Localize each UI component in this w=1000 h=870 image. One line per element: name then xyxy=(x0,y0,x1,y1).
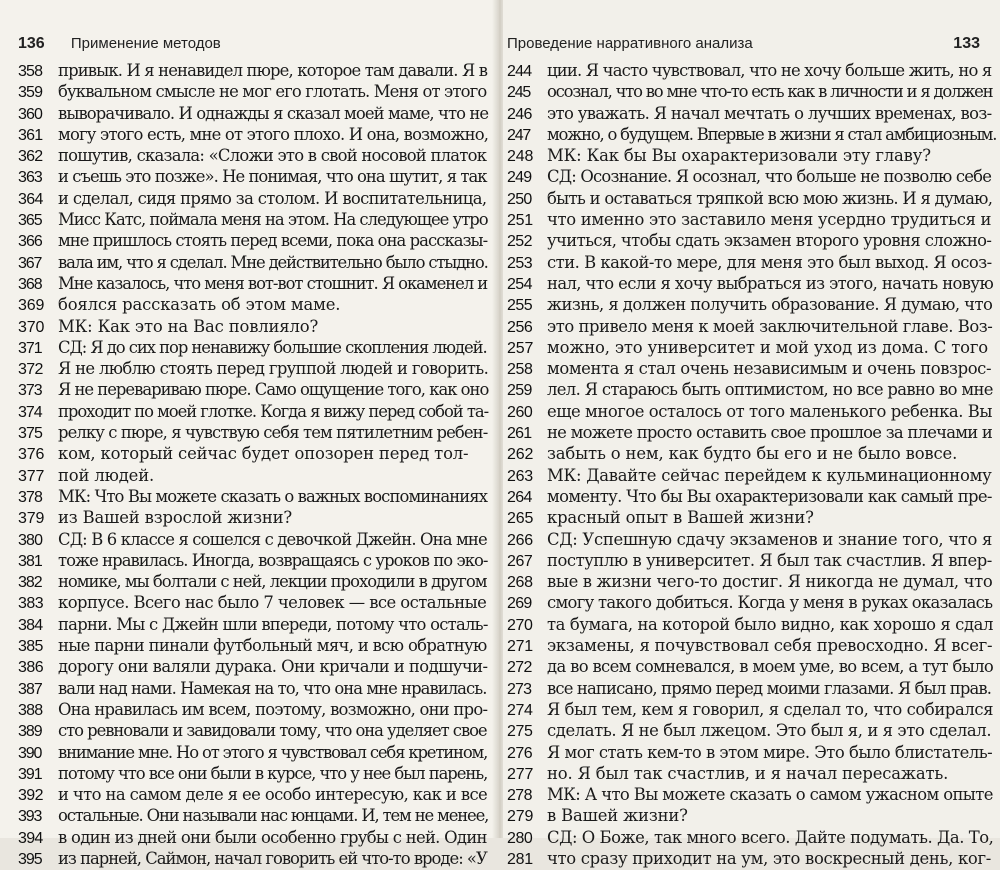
text-line xyxy=(18,337,488,358)
text-line xyxy=(18,656,488,677)
line-number: 387 xyxy=(18,680,42,698)
text-line xyxy=(18,529,488,550)
text-line xyxy=(18,422,488,443)
text-line xyxy=(507,614,993,635)
line-text: ные парни пинали футбольный мяч, и всю обратную xyxy=(58,636,487,656)
text-line xyxy=(507,699,993,720)
line-text: внимание мне. Но от этого я чувствовал себя кретином, xyxy=(58,742,488,762)
text-line xyxy=(18,848,488,869)
line-number: 369 xyxy=(18,297,45,315)
line-text: Я был тем, кем я говорил, я сделал то, что собирался xyxy=(547,699,994,719)
line-number: 360 xyxy=(18,105,42,123)
text-line xyxy=(507,827,993,848)
text-line xyxy=(507,443,993,464)
text-line xyxy=(18,465,488,486)
line-text: МК: Как это на Вас повлияло? xyxy=(58,316,319,336)
line-text: жизнь, я должен получить образование. Я думаю, что xyxy=(547,295,993,315)
text-line xyxy=(18,550,488,571)
line-text: мне пришлось стоять перед всеми, пока она рассказы- xyxy=(58,231,488,251)
line-text: красный опыт в Вашей жизни? xyxy=(547,508,814,528)
line-text: что именно это заставило меня усердно трудиться и xyxy=(547,210,992,230)
line-text: и съешь это позже». Не понимая, что она шутит, я так xyxy=(58,167,487,187)
text-line xyxy=(507,592,993,613)
text-line xyxy=(18,103,488,124)
text-line xyxy=(507,550,993,571)
line-number: 257 xyxy=(507,339,534,357)
line-text: ции. Я часто чувствовал, что не хочу больше жить, но я xyxy=(547,61,992,80)
left-text-block xyxy=(18,60,488,869)
line-text: можно, о будущем. Впервые в жизни я стал амбициозным. xyxy=(547,124,997,144)
line-number: 393 xyxy=(18,808,42,826)
line-text: СД: О Боже, так много всего. Дайте подумать. Да. То, xyxy=(547,827,994,847)
line-text: СД: Осознание. Я осознал, что больше не позволю себе xyxy=(547,167,992,187)
line-text: быть и оставаться тряпкой всю мою жизнь. И я думаю, xyxy=(547,188,993,208)
line-text: в один из дней они были особенно грубы с ней. Один xyxy=(58,827,487,847)
line-text: это уважать. Я начал мечтать о лучших временах, воз- xyxy=(547,103,992,123)
text-line xyxy=(18,592,488,613)
line-number: 279 xyxy=(507,808,534,826)
line-number: 386 xyxy=(18,659,44,677)
line-number: 268 xyxy=(507,574,533,592)
line-text: и сделал, сидя прямо за столом. И воспитательница, xyxy=(58,188,487,208)
line-number: 273 xyxy=(507,680,532,698)
line-text: не можете просто оставить свое прошлое за плечами и xyxy=(547,423,993,443)
line-text: та бумага, на которой было видно, как хорошо я сдал xyxy=(547,614,994,634)
line-number: 385 xyxy=(18,638,43,656)
line-text: в Вашей жизни? xyxy=(547,806,688,826)
line-number: 267 xyxy=(507,552,533,570)
line-text: осознал, что во мне что-то есть как в личности и я должен xyxy=(547,82,993,102)
text-line xyxy=(18,316,488,337)
line-number: 280 xyxy=(507,829,533,847)
text-line xyxy=(507,316,993,337)
line-number: 370 xyxy=(18,318,45,336)
text-line xyxy=(18,720,488,741)
line-number: 383 xyxy=(18,595,44,613)
text-line xyxy=(18,294,488,315)
text-line xyxy=(18,827,488,848)
line-text: номике, мы болтали с ней, лекции проходили в другом xyxy=(58,572,487,592)
text-line xyxy=(18,60,488,81)
text-line xyxy=(18,188,488,209)
line-text: тоже нравилась. Иногда, возвращаясь с уроков по эко- xyxy=(58,550,488,570)
line-text: можно, это университет и мой уход из дома. С того xyxy=(547,337,989,357)
line-text: МК: Как бы Вы охарактеризовали эту главу? xyxy=(547,146,931,166)
line-text: корпусе. Всего нас было 7 человек — все остальные xyxy=(58,593,487,613)
text-line xyxy=(507,337,993,358)
text-line xyxy=(18,81,488,102)
text-line xyxy=(507,635,993,656)
line-text: вые в жизни чего-то достиг. Я никогда не думал, что xyxy=(547,572,993,592)
text-line xyxy=(18,699,488,720)
line-number: 259 xyxy=(507,382,532,400)
line-number: 382 xyxy=(18,574,42,592)
text-line xyxy=(18,379,488,400)
line-text: Я не люблю стоять перед группой людей и говорить. xyxy=(58,359,489,379)
text-line xyxy=(507,209,993,230)
line-text: МК: Давайте сейчас перейдем к кульминационному xyxy=(547,465,992,485)
text-line xyxy=(507,422,993,443)
line-text: это привело меня к моей заключительной главе. Воз- xyxy=(547,316,993,336)
line-text: проходит по моей глотке. Когда я вижу перед собой та- xyxy=(58,401,489,421)
line-text: боялся рассказать об этом маме. xyxy=(58,295,341,315)
text-line xyxy=(507,678,993,699)
line-number: 281 xyxy=(507,850,533,868)
text-line xyxy=(18,635,488,656)
left-page-number: 136 xyxy=(18,35,45,52)
line-text: Мне казалось, что меня вот-вот стошнит. Я окаменел и xyxy=(58,273,488,293)
text-line xyxy=(507,103,993,124)
line-text: СД: Я до сих пор ненавижу большие скопления людей. xyxy=(58,337,487,357)
line-number: 391 xyxy=(18,765,42,783)
text-line xyxy=(507,188,993,209)
right-running-title: Проведение нарративного анализа xyxy=(507,35,753,52)
line-number: 371 xyxy=(18,339,42,357)
line-number: 275 xyxy=(507,723,533,741)
left-page xyxy=(0,0,497,868)
line-number: 244 xyxy=(507,63,532,80)
line-text: МК: Что Вы можете сказать о важных воспоминаниях xyxy=(58,486,488,506)
line-number: 276 xyxy=(507,744,533,762)
line-text: выворачивало. И однажды я сказал моей маме, что не xyxy=(58,103,489,123)
text-line xyxy=(18,358,488,379)
line-text: поступлю в университет. Я был так счастлив. Я впер- xyxy=(547,550,992,570)
line-number: 260 xyxy=(507,403,533,421)
line-text: из Вашей взрослой жизни? xyxy=(58,508,293,528)
text-line xyxy=(18,571,488,592)
text-line xyxy=(507,273,993,294)
line-number: 394 xyxy=(18,829,43,847)
text-line xyxy=(18,145,488,166)
line-text: МК: А что Вы можете сказать о самом ужасном опыте xyxy=(547,785,993,805)
text-line xyxy=(507,294,993,315)
line-number: 250 xyxy=(507,190,532,208)
text-line xyxy=(507,166,993,187)
text-line xyxy=(18,742,488,763)
line-text: дорогу они валяли дурака. Они кричали и подшучи- xyxy=(58,657,488,677)
line-number: 380 xyxy=(18,531,43,549)
line-text: ком, который сейчас будет опозорен перед тол- xyxy=(58,444,469,464)
line-number: 262 xyxy=(507,446,534,464)
left-running-title: Применение методов xyxy=(70,35,221,52)
line-number: 278 xyxy=(507,787,532,805)
line-number: 252 xyxy=(507,233,532,251)
text-line xyxy=(507,784,993,805)
line-text: смогу такого добиться. Когда у меня в руках оказалась xyxy=(547,593,993,613)
line-text: остальные. Они называли нас юнцами. И, тем не менее, xyxy=(58,806,489,826)
text-line xyxy=(18,401,488,422)
text-line xyxy=(507,571,993,592)
line-number: 246 xyxy=(507,105,532,123)
line-number: 358 xyxy=(18,63,43,80)
text-line xyxy=(18,443,488,464)
line-text: буквальном смысле не мог его глотать. Меня от этого xyxy=(58,82,487,102)
line-number: 390 xyxy=(18,744,42,762)
line-text: СД: В 6 классе я сошелся с девочкой Джейн. Она мне xyxy=(58,529,487,549)
line-text: забыть о нем, как будто бы его и не было вовсе. xyxy=(547,444,958,464)
line-number: 389 xyxy=(18,723,42,741)
text-line xyxy=(507,507,993,528)
text-line xyxy=(18,678,488,699)
right-page xyxy=(503,0,1000,868)
text-line xyxy=(507,848,993,869)
line-number: 367 xyxy=(18,254,42,272)
line-text: Мисс Катс, поймала меня на этом. На следующее утро xyxy=(58,210,488,230)
line-number: 368 xyxy=(18,275,42,293)
text-line xyxy=(18,614,488,635)
line-text: но. Я был так счастлив, и я начал пересажать. xyxy=(547,763,949,783)
line-text: что сразу приходит на ум, это воскресный день, ког- xyxy=(547,848,992,868)
line-number: 253 xyxy=(507,254,533,272)
line-text: моменту. Что бы Вы охарактеризовали как самый пре- xyxy=(547,486,992,506)
line-number: 271 xyxy=(507,638,533,656)
line-number: 277 xyxy=(507,765,534,783)
line-text: Я не перевариваю пюре. Само ощущение того, как оно xyxy=(58,380,489,400)
line-number: 366 xyxy=(18,233,42,251)
line-text: учиться, чтобы сдать экзамен второго уровня сложно- xyxy=(547,231,992,251)
line-text: вали над нами. Намекая на то, что она мне нравилась. xyxy=(58,678,487,698)
right-page-number: 133 xyxy=(953,35,980,52)
line-number: 251 xyxy=(507,212,533,230)
line-text: сделать. Я не был лжецом. Это был я, и я это сделал. xyxy=(547,721,992,741)
line-number: 245 xyxy=(507,84,531,102)
line-text: лел. Я стараюсь быть оптимистом, но все равно во мне xyxy=(547,380,993,400)
line-text: из парней, Саймон, начал говорить ей что-то вроде: «У xyxy=(58,848,487,868)
text-line xyxy=(507,230,993,251)
line-number: 359 xyxy=(18,84,43,102)
line-number: 249 xyxy=(507,169,532,187)
line-number: 265 xyxy=(507,510,534,528)
line-number: 363 xyxy=(18,169,42,187)
line-number: 256 xyxy=(507,318,533,336)
line-number: 381 xyxy=(18,552,42,570)
line-number: 377 xyxy=(18,467,45,485)
text-line xyxy=(507,379,993,400)
text-line xyxy=(507,145,993,166)
line-number: 364 xyxy=(18,190,43,208)
line-number: 392 xyxy=(18,787,43,805)
text-line xyxy=(507,742,993,763)
text-line xyxy=(18,252,488,273)
line-text: экзамены, я почувствовал себя превосходно. Я всег- xyxy=(547,636,993,656)
line-text: и что на самом деле я ее особо интересую, как и все xyxy=(58,785,488,805)
line-text: еще многое осталось от того маленького ребенка. Вы xyxy=(547,401,992,421)
line-text: вала им, что я сделал. Мне действительно было стыдно. xyxy=(58,252,488,272)
line-text: нал, что если я хочу выбраться из этого, начать новую xyxy=(547,273,994,293)
right-page-header xyxy=(507,32,980,56)
line-number: 374 xyxy=(18,403,42,421)
line-number: 375 xyxy=(18,425,42,443)
line-number: 395 xyxy=(18,850,42,868)
text-line xyxy=(18,124,488,145)
line-number: 384 xyxy=(18,616,43,634)
text-line xyxy=(507,720,993,741)
line-text: все написано, прямо перед моими глазами. Я был прав. xyxy=(547,678,992,698)
line-number: 258 xyxy=(507,361,533,379)
right-text-block xyxy=(507,60,997,869)
line-number: 247 xyxy=(507,126,531,144)
line-text: могу этого есть, мне от этого плохо. И она, возможно, xyxy=(58,124,489,144)
line-number: 261 xyxy=(507,425,532,443)
line-number: 264 xyxy=(507,488,532,506)
line-number: 272 xyxy=(507,659,532,677)
line-number: 376 xyxy=(18,446,45,464)
text-line xyxy=(18,805,488,826)
line-number: 372 xyxy=(18,361,43,379)
text-line xyxy=(18,166,488,187)
line-number: 373 xyxy=(18,382,42,400)
text-line xyxy=(507,358,993,379)
text-line xyxy=(18,230,488,251)
text-line xyxy=(507,805,993,826)
text-line xyxy=(18,486,488,507)
text-line xyxy=(507,252,993,273)
text-line xyxy=(18,507,488,528)
line-number: 379 xyxy=(18,510,45,528)
text-line xyxy=(18,273,488,294)
text-line xyxy=(507,529,993,550)
line-number: 270 xyxy=(507,616,533,634)
text-line xyxy=(18,763,488,784)
line-text: да во всем сомневался, в моем уме, во всем, а тут было xyxy=(547,657,994,677)
line-number: 274 xyxy=(507,701,533,719)
line-text: сти. В какой-то мере, для меня это был выход. Я осоз- xyxy=(547,252,992,272)
text-line xyxy=(507,656,993,677)
line-text: СД: Успешную сдачу экзаменов и знание того, что я xyxy=(547,529,993,549)
line-text: Я мог стать кем-то в этом мире. Это было блистатель- xyxy=(547,742,993,762)
text-line xyxy=(507,401,993,422)
line-number: 388 xyxy=(18,701,43,719)
line-text: сто ревновали и завидовали тому, что она уделяет свое xyxy=(58,721,487,741)
text-line xyxy=(507,81,993,102)
line-number: 263 xyxy=(507,467,533,485)
line-number: 248 xyxy=(507,148,534,166)
line-text: Она нравилась им всем, поэтому, возможно, они про- xyxy=(58,699,488,719)
line-number: 378 xyxy=(18,488,42,506)
text-line xyxy=(507,60,993,81)
line-text: релку с пюре, я чувствую себя тем пятилетним ребен- xyxy=(58,423,488,443)
line-number: 269 xyxy=(507,595,532,613)
line-number: 365 xyxy=(18,212,42,230)
line-text: привык. И я ненавидел пюре, которое там давали. Я в xyxy=(58,61,488,80)
line-number: 266 xyxy=(507,531,533,549)
line-number: 361 xyxy=(18,126,43,144)
line-text: потому что все они были в курсе, что у нее был парень, xyxy=(58,763,488,783)
line-number: 362 xyxy=(18,148,43,166)
line-text: пошутив, сказала: «Сложи это в свой носовой платок xyxy=(58,146,487,166)
text-line xyxy=(507,465,993,486)
line-text: момента я стал очень независимым и очень повзрос- xyxy=(547,359,992,379)
left-page-header xyxy=(18,32,483,56)
text-line xyxy=(507,124,997,145)
text-line xyxy=(18,209,488,230)
line-number: 254 xyxy=(507,275,532,293)
text-line xyxy=(18,784,488,805)
line-text: пой людей. xyxy=(58,465,155,485)
line-text: парни. Мы с Джейн шли впереди, потому что осталь- xyxy=(58,614,488,634)
text-line xyxy=(507,763,993,784)
text-line xyxy=(507,486,993,507)
line-number: 255 xyxy=(507,297,533,315)
